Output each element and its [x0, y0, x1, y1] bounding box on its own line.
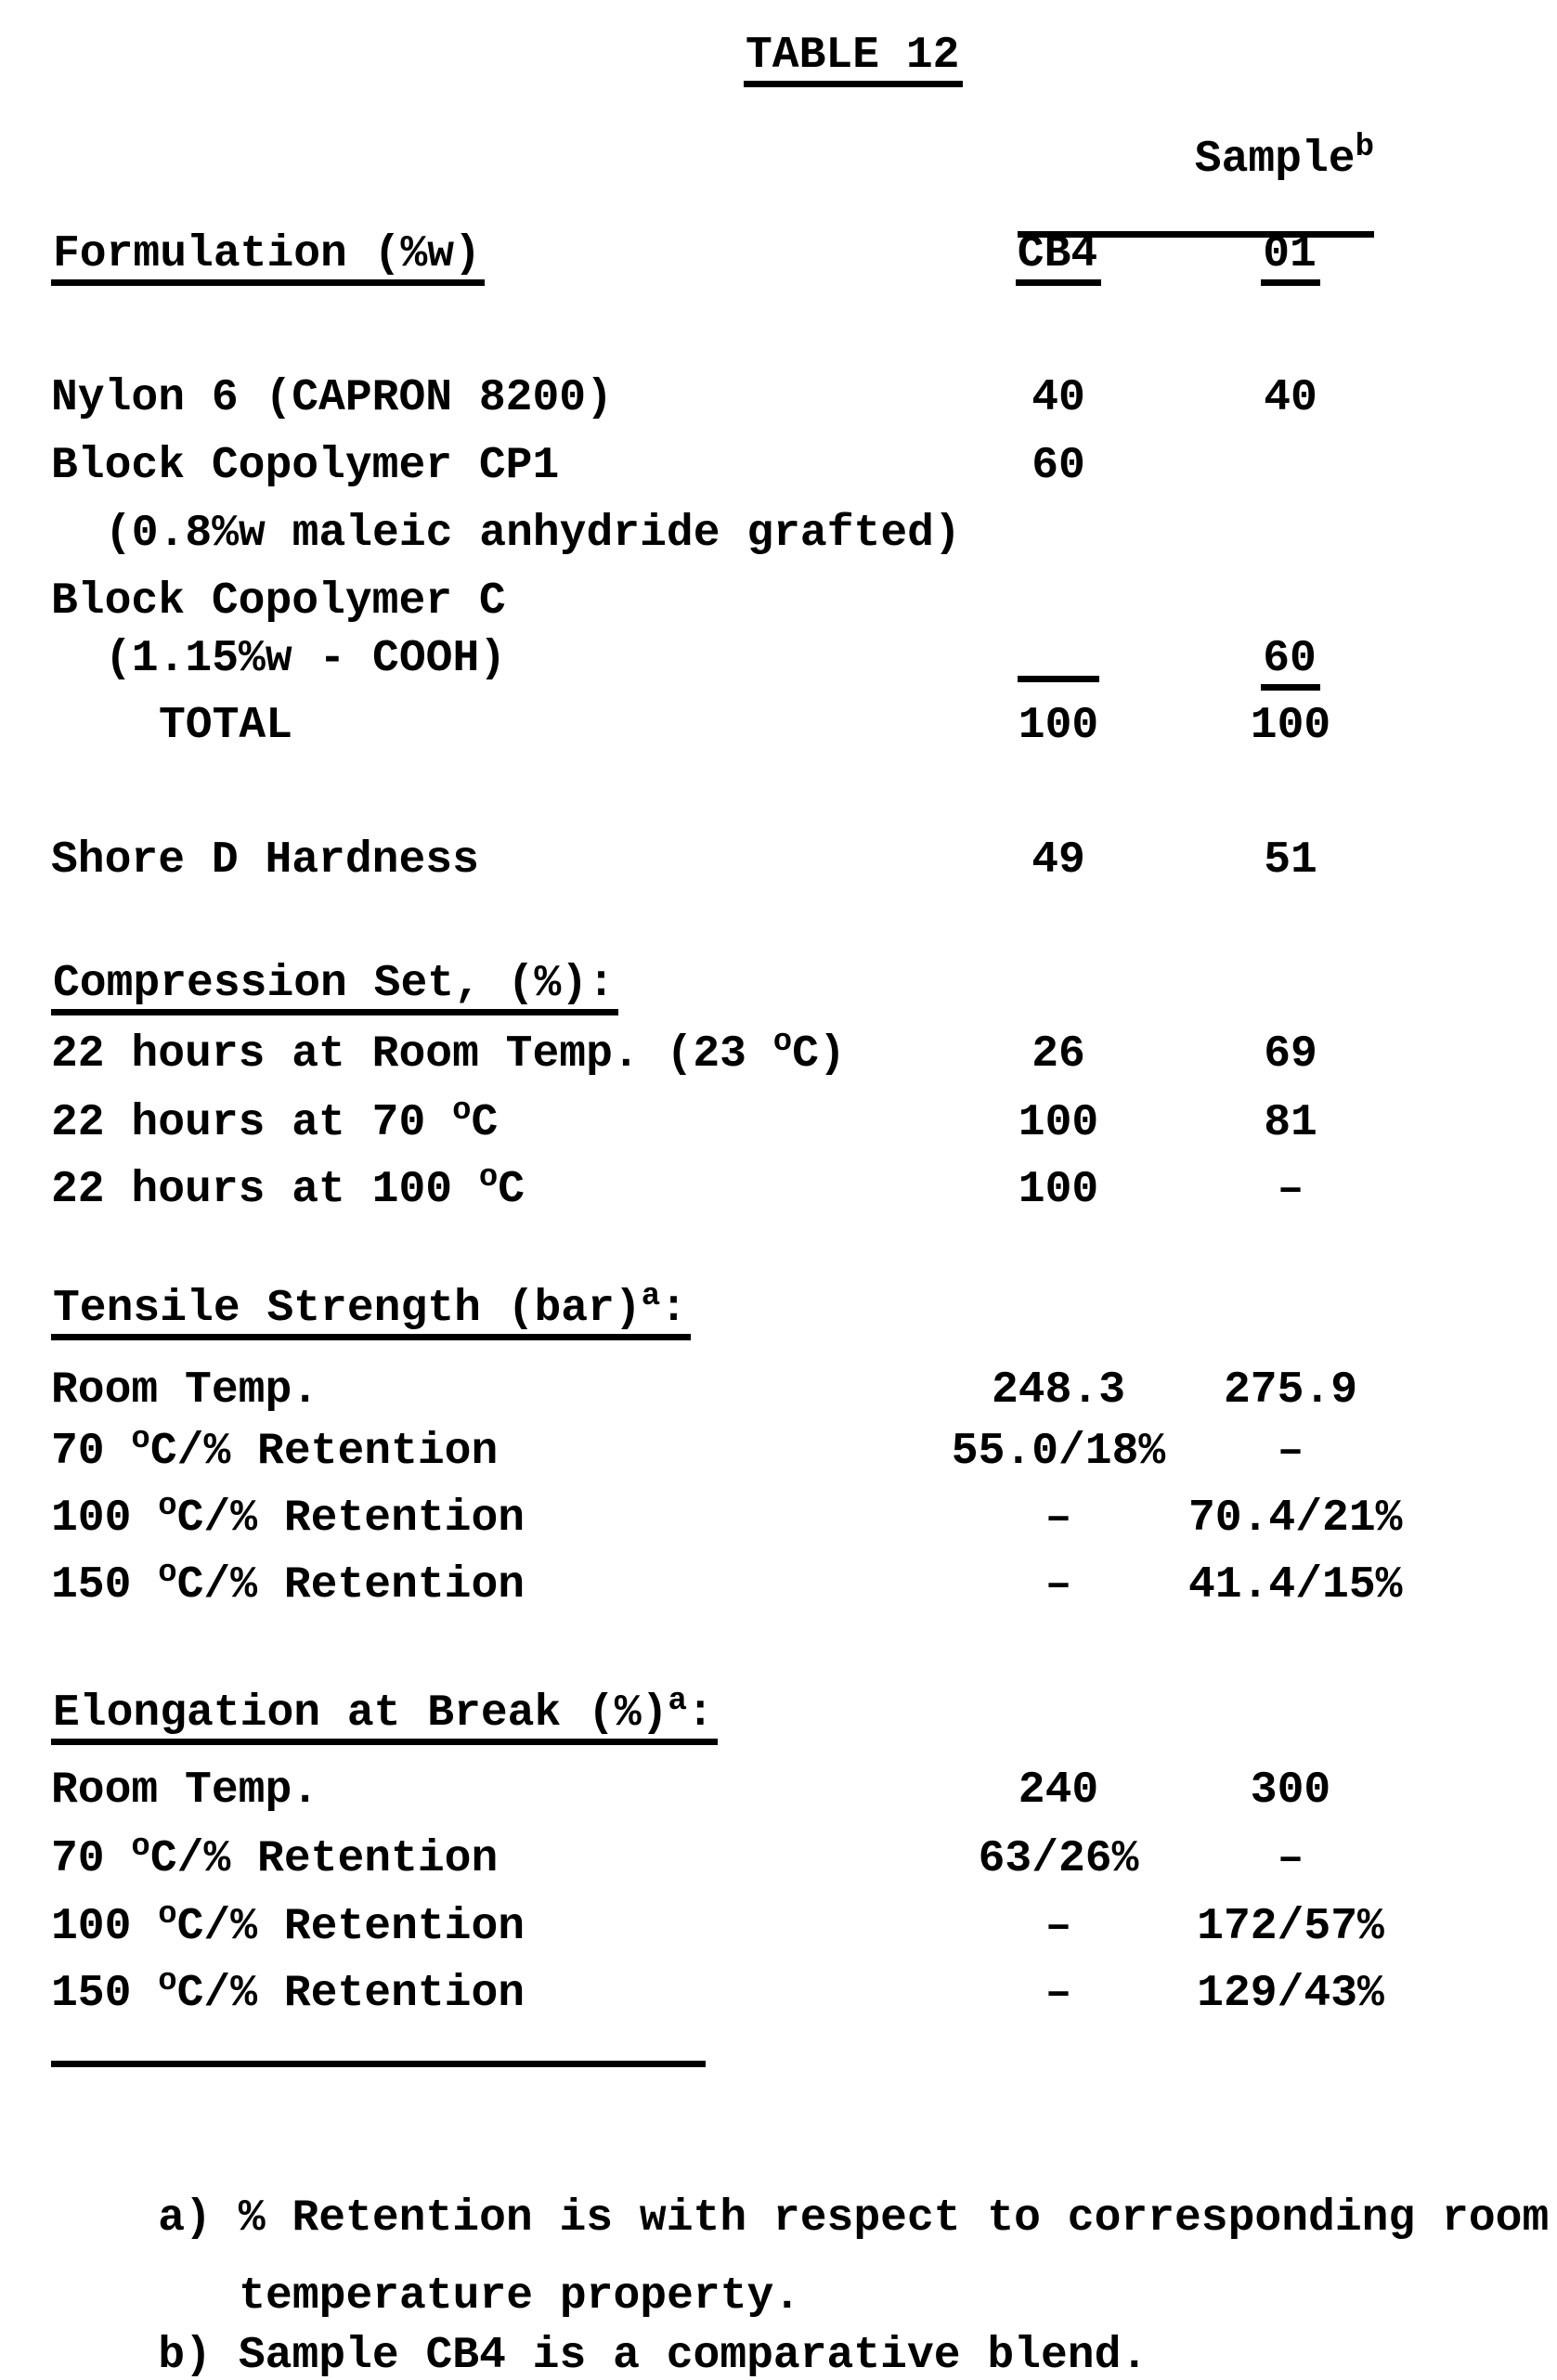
- row-label-text: 22 hours at 70: [51, 1098, 453, 1148]
- row-label: [51, 1160, 928, 1215]
- cb4-value: [928, 701, 1188, 751]
- cb4-value-text: 240: [1018, 1766, 1099, 1816]
- footnote-a-text: % Retention is with respect to corresponding room: [238, 2193, 1550, 2244]
- footnote-a-marker: a): [158, 2193, 212, 2244]
- table-row: [51, 1422, 1393, 1477]
- o1-value-text: 51: [1264, 835, 1317, 886]
- section-heading: [51, 1684, 718, 1745]
- row-label-text: TOTAL: [159, 701, 293, 751]
- o1-value: [1188, 1029, 1393, 1080]
- o1-value-text: 41.4/15%: [1188, 1560, 1403, 1610]
- o1-value: [1188, 701, 1393, 751]
- o1-value-text: 60: [1261, 637, 1320, 691]
- degree-superscript: o: [131, 1830, 150, 1865]
- column-header-row: [51, 229, 1393, 286]
- row-label-text: Room Temp.: [51, 1766, 319, 1816]
- row-label: [51, 373, 928, 423]
- row-label: [51, 1422, 928, 1477]
- cb4-value-text: 100: [1018, 1098, 1099, 1148]
- row-label: [51, 701, 928, 751]
- footnote-divider: [51, 2061, 706, 2067]
- o1-value: [1188, 634, 1393, 691]
- degree-superscript: o: [158, 1964, 177, 1999]
- o1-value: [1188, 373, 1393, 423]
- o1-value-text: 69: [1264, 1029, 1317, 1080]
- degree-superscript: o: [478, 1160, 499, 1196]
- row-label: [51, 1766, 928, 1816]
- table-row: [51, 634, 1393, 693]
- o1-value: [1188, 1165, 1393, 1215]
- cb4-value-text: 100: [1018, 701, 1099, 751]
- cb4-value-text: 248.3: [991, 1365, 1126, 1416]
- cb4-value: [928, 637, 1188, 693]
- cb4-value: [928, 1098, 1188, 1148]
- formulation-header: [51, 229, 928, 286]
- cb4-value-text: 40: [1032, 373, 1085, 423]
- cb4-value-text: –: [1044, 1494, 1072, 1544]
- o1-value: [1188, 1969, 1393, 2019]
- table-row: [51, 509, 1393, 559]
- formulation-header-text: Formulation (%w): [51, 232, 485, 286]
- o1-value-text: 275.9: [1223, 1365, 1358, 1416]
- blank-underline: [1018, 637, 1099, 682]
- o1-value-text: 129/43%: [1197, 1969, 1384, 2019]
- footnote-b-text: Sample CB4 is a comparative blend.: [238, 2331, 1148, 2380]
- row-label-text: 70: [51, 1427, 132, 1477]
- row-label: [51, 1830, 928, 1884]
- row-label-text: 150: [51, 1969, 159, 2019]
- table-row: [51, 1897, 1393, 1952]
- cb4-value: [928, 1902, 1188, 1952]
- sample-header-text: Sample: [1194, 135, 1356, 185]
- cb4-value-text: 49: [1032, 835, 1085, 886]
- cb4-value: [928, 1165, 1188, 1215]
- cb4-value-text: 60: [1032, 441, 1085, 491]
- section-heading-text: [51, 959, 618, 1015]
- cb4-value-text: 63/26%: [978, 1834, 1139, 1884]
- o1-value-text: 81: [1264, 1098, 1317, 1148]
- table-row: [51, 1489, 1403, 1544]
- row-label-text: 22 hours at 100: [51, 1165, 479, 1215]
- row-label-post: C: [471, 1098, 499, 1148]
- o1-value: [1188, 1427, 1393, 1477]
- degree-superscript: o: [772, 1025, 793, 1060]
- o1-value: [1188, 835, 1393, 886]
- table-row: [51, 1964, 1393, 2019]
- footnote-b: [51, 2289, 1148, 2380]
- row-label-text: 100: [51, 1494, 159, 1544]
- row-label: [51, 1964, 928, 2019]
- section-heading-text: [51, 1279, 691, 1340]
- degree-superscript: o: [158, 1897, 177, 1933]
- cb4-value: [928, 1834, 1188, 1884]
- table-row: [51, 701, 1393, 751]
- row-label-text: (1.15%w - COOH): [105, 634, 507, 684]
- row-label-text: 100: [51, 1902, 159, 1952]
- section-heading: [51, 1279, 691, 1340]
- o1-value-text: –: [1277, 1834, 1304, 1884]
- cb4-value: [928, 1494, 1188, 1544]
- o1-value-text: –: [1277, 1165, 1304, 1215]
- degree-superscript: o: [131, 1422, 150, 1457]
- o1-value-text: 300: [1250, 1766, 1331, 1816]
- heading-post: :: [660, 1284, 687, 1334]
- degree-superscript: o: [452, 1093, 472, 1129]
- cb4-value: [928, 373, 1188, 423]
- row-label: [51, 1556, 928, 1610]
- row-label: [51, 576, 928, 627]
- cb4-value: [928, 1560, 1188, 1610]
- row-label-text: Shore D Hardness: [51, 835, 479, 886]
- row-label-post: C/% Retention: [149, 1427, 499, 1477]
- heading-pre: Compression Set, (%):: [53, 959, 615, 1009]
- cb4-value-text: 100: [1018, 1165, 1099, 1215]
- cb4-value-text: 26: [1032, 1029, 1085, 1080]
- cb4-value-text: –: [1044, 1969, 1072, 2019]
- table-row: [51, 441, 1393, 491]
- row-label-text: (0.8%w maleic anhydride grafted): [105, 509, 961, 559]
- o1-value: [1188, 1494, 1403, 1544]
- table-title: [744, 33, 963, 87]
- row-label-post: C): [792, 1029, 846, 1080]
- footnote-ref: a: [641, 1279, 661, 1314]
- table-row: [51, 1365, 1393, 1416]
- row-label-post: C/% Retention: [176, 1969, 525, 2019]
- row-label: [51, 1489, 928, 1544]
- heading-pre: Elongation at Break (%): [53, 1688, 668, 1739]
- footnote-b-marker: b): [158, 2331, 212, 2380]
- o1-value: [1188, 1834, 1393, 1884]
- table-row: [51, 1093, 1393, 1148]
- o1-value-text: 172/57%: [1197, 1902, 1384, 1952]
- row-label-post: C/% Retention: [176, 1494, 525, 1544]
- o1-value-text: 100: [1250, 701, 1331, 751]
- row-label: [51, 441, 928, 491]
- cb4-value: [928, 1029, 1188, 1080]
- row-label-text: 150: [51, 1560, 159, 1610]
- table-row: [51, 835, 1393, 886]
- row-label-text: Nylon 6 (CAPRON 8200): [51, 373, 613, 423]
- row-label-text: Room Temp.: [51, 1365, 319, 1416]
- o1-value-text: 70.4/21%: [1188, 1494, 1403, 1544]
- table-row: [51, 1160, 1393, 1215]
- degree-superscript: o: [158, 1556, 177, 1591]
- cb4-value: [928, 835, 1188, 886]
- table-row: [51, 373, 1393, 423]
- row-label: [51, 634, 928, 684]
- cb4-value-text: –: [1044, 1560, 1072, 1610]
- row-label-text: Block Copolymer CP1: [51, 441, 560, 491]
- row-label: [51, 1365, 928, 1416]
- table-row: [51, 1830, 1393, 1884]
- o1-value: [1188, 1902, 1393, 1952]
- col-header-o1-text: 01: [1261, 232, 1320, 286]
- row-label-post: C: [498, 1165, 525, 1215]
- cb4-value: [928, 1969, 1188, 2019]
- cb4-value: [928, 1365, 1188, 1416]
- row-label-text: Block Copolymer C: [51, 576, 506, 627]
- col-header-cb4: [928, 229, 1188, 286]
- section-heading: [51, 959, 618, 1015]
- footnote-a-text-cont: temperature property.: [239, 2271, 801, 2322]
- row-label: [51, 1025, 928, 1080]
- o1-value: [1188, 1365, 1393, 1416]
- table-row: [51, 576, 1393, 627]
- sample-header: [1018, 93, 1374, 238]
- row-label: [51, 1093, 928, 1148]
- heading-post: :: [686, 1688, 714, 1739]
- table-row: [51, 1025, 1393, 1080]
- row-label: [51, 509, 961, 559]
- row-label-post: C/% Retention: [176, 1902, 525, 1952]
- degree-superscript: o: [158, 1489, 177, 1524]
- cb4-value: [928, 1427, 1188, 1477]
- table-row: [51, 1766, 1393, 1816]
- col-header-cb4-text: CB4: [1016, 232, 1101, 286]
- row-label: [51, 835, 928, 886]
- section-heading-text: [51, 1684, 718, 1745]
- cb4-value-text: 55.0/18%: [951, 1427, 1166, 1477]
- col-header-o1: [1188, 229, 1393, 286]
- sample-footnote-ref: b: [1355, 130, 1374, 165]
- row-label-text: 70: [51, 1834, 132, 1884]
- row-label: [51, 1897, 928, 1952]
- cb4-value: [928, 441, 1188, 491]
- table-row: [51, 1556, 1403, 1610]
- o1-value-text: 40: [1264, 373, 1317, 423]
- o1-value: [1188, 1766, 1393, 1816]
- row-label-text: 22 hours at Room Temp. (23: [51, 1029, 773, 1080]
- o1-value-text: –: [1277, 1427, 1304, 1477]
- footnote-ref: a: [668, 1684, 687, 1719]
- cb4-value: [928, 1766, 1188, 1816]
- cb4-value-text: –: [1044, 1902, 1072, 1952]
- heading-pre: Tensile Strength (bar): [53, 1284, 642, 1334]
- row-label-post: C/% Retention: [176, 1560, 525, 1610]
- row-label-post: C/% Retention: [149, 1834, 499, 1884]
- o1-value: [1188, 1098, 1393, 1148]
- o1-value: [1188, 1560, 1403, 1610]
- table-title-text: TABLE 12: [744, 33, 963, 87]
